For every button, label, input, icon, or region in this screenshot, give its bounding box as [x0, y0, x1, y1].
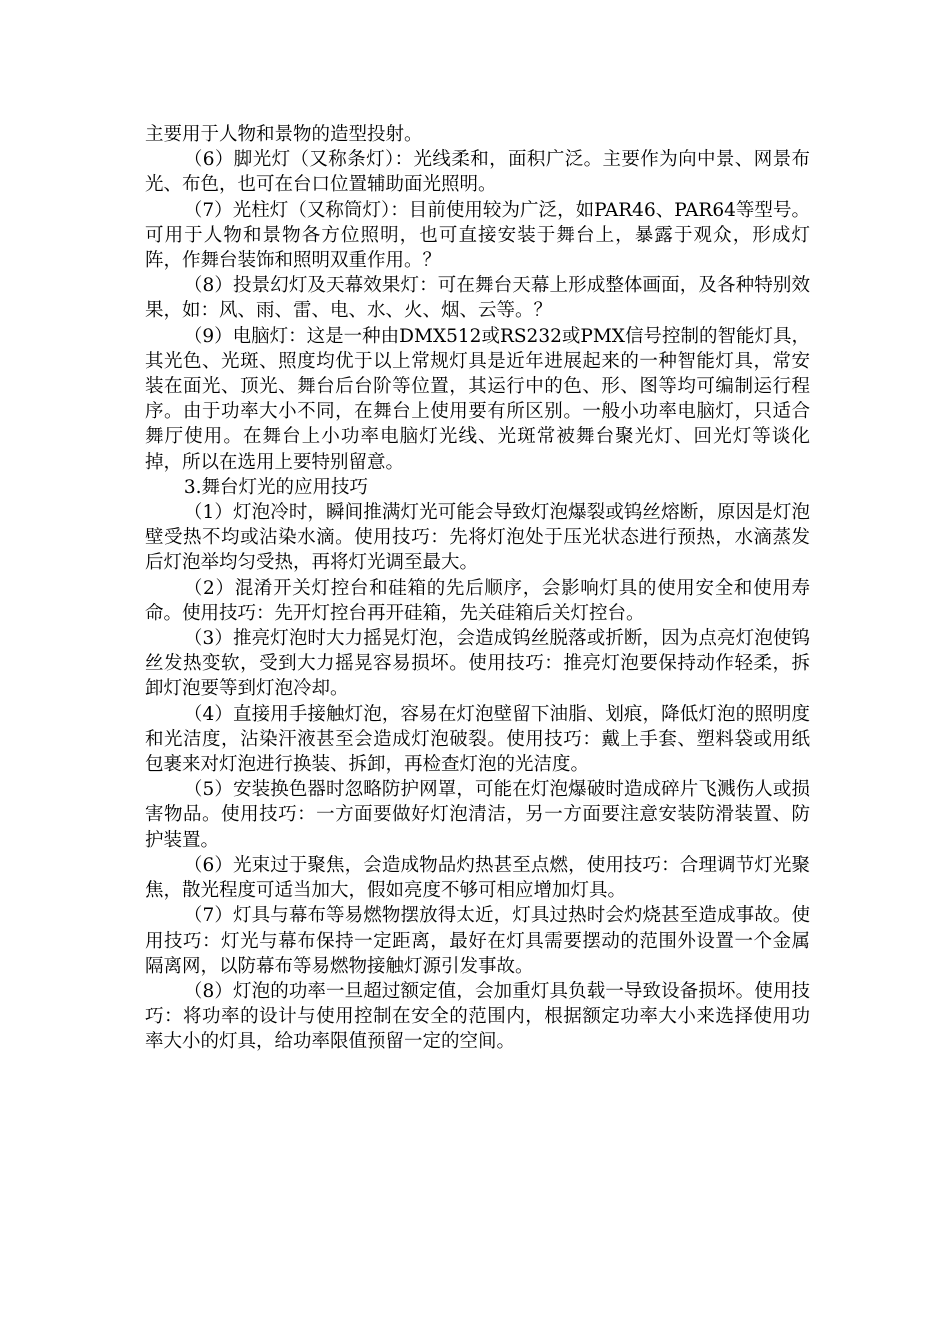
paragraph-continued: 主要用于人物和景物的造型投射。: [145, 124, 423, 145]
document-page: [145, 122, 810, 1055]
paragraph-tip-5: （5）安装换色器时忽略防护网罩，可能在灯泡爆破时造成碎片飞溅伤人或损害物品。使用技巧：一方面要做好灯泡清洁，另一方面要注意安装防滑装置、防护装置。: [145, 779, 810, 851]
paragraph-tip-2: （2）混淆开关灯控台和硅箱的先后顺序，会影响灯具的使用安全和使用寿命。使用技巧：先开灯控台再开硅箱，先关硅箱后关灯控台。: [145, 577, 810, 624]
paragraph-tip-3: （3）推亮灯泡时大力摇晃灯泡，会造成钨丝脱落或折断，因为点亮灯泡使钨丝发热变软，受到大力摇晃容易损坏。使用技巧：推亮灯泡要保持动作轻柔，拆卸灯泡要等到灯泡冷却。: [145, 628, 810, 700]
paragraph-moving-head-light: （9）电脑灯：这是一种由DMX512或RS232或PMX信号控制的智能灯具，其光色、光斑、照度均优于以上常规灯具是近年进展起来的一种智能灯具，常安装在面光、顶光、舞台后台阶等位置，其运行中的色、形、图等均可编制运行程序。由于功率大小不同，在舞台上使用要有所区别。一般小功率电脑灯，只适合舞厅使用。在舞台上小功率电脑灯光线、光斑常被舞台聚光灯、回光灯等谈化掉，所以在选用上要特别留意。: [145, 325, 810, 473]
section-heading: 3.舞台灯光的应用技巧: [183, 476, 368, 498]
paragraph-foot-light: （6）脚光灯（又称条灯）：光线柔和，面积广泛。主要作为向中景、网景布光、布色，也可在台口位置辅助面光照明。: [145, 149, 810, 196]
paragraph-tip-7: （7）灯具与幕布等易燃物摆放得太近，灯具过热时会灼烧甚至造成事故。使用技巧：灯光与幕布保持一定距离，最好在灯具需要摆动的范围外设置一个金属隔离网，以防幕布等易燃物接触灯源引发事故。: [145, 905, 810, 977]
paragraph-tip-4: （4）直接用手接触灯泡，容易在灯泡壁留下油脂、划痕，降低灯泡的照明度和光洁度，沾染汗液甚至会造成灯泡破裂。使用技巧：戴上手套、塑料袋或用纸包裹来对灯泡进行换装、拆卸，再检查灯泡的光洁度。: [145, 703, 810, 776]
paragraph-tip-8: （8）灯泡的功率一旦超过额定值，会加重灯具负载一导致设备损坏。使用技巧：将功率的设计与使用控制在安全的范围内，根据额定功率大小来选择使用功率大小的灯具，给功率限值预留一定的空间。: [145, 980, 810, 1053]
paragraph-par-light: （7）光柱灯（又称筒灯）：目前使用较为广泛，如PAR46、PAR64等型号。可用于人物和景物各方位照明，也可直接安装于舞台上，暴露于观众，形成灯阵，作舞台装饰和照明双重作用。？: [145, 199, 810, 272]
paragraph-tip-1: （1）灯泡冷时，瞬间推满灯光可能会导致灯泡爆裂或钨丝熔断，原因是灯泡壁受热不均或沾染水滴。使用技巧：先将灯泡处于压光状态进行预热，水滴蒸发后灯泡举均匀受热，再将灯光调至最大。: [145, 502, 810, 574]
paragraph-tip-6: （6）光束过于聚焦，会造成物品灼热甚至点燃，使用技巧：合理调节灯光聚焦，散光程度可适当加大，假如亮度不够可相应增加灯具。: [145, 854, 810, 902]
paragraph-projection-light: （8）投景幻灯及天幕效果灯：可在舞台天幕上形成整体画面，及各种特别效果，如：风、雨、雷、电、水、火、烟、云等。？: [145, 275, 810, 322]
